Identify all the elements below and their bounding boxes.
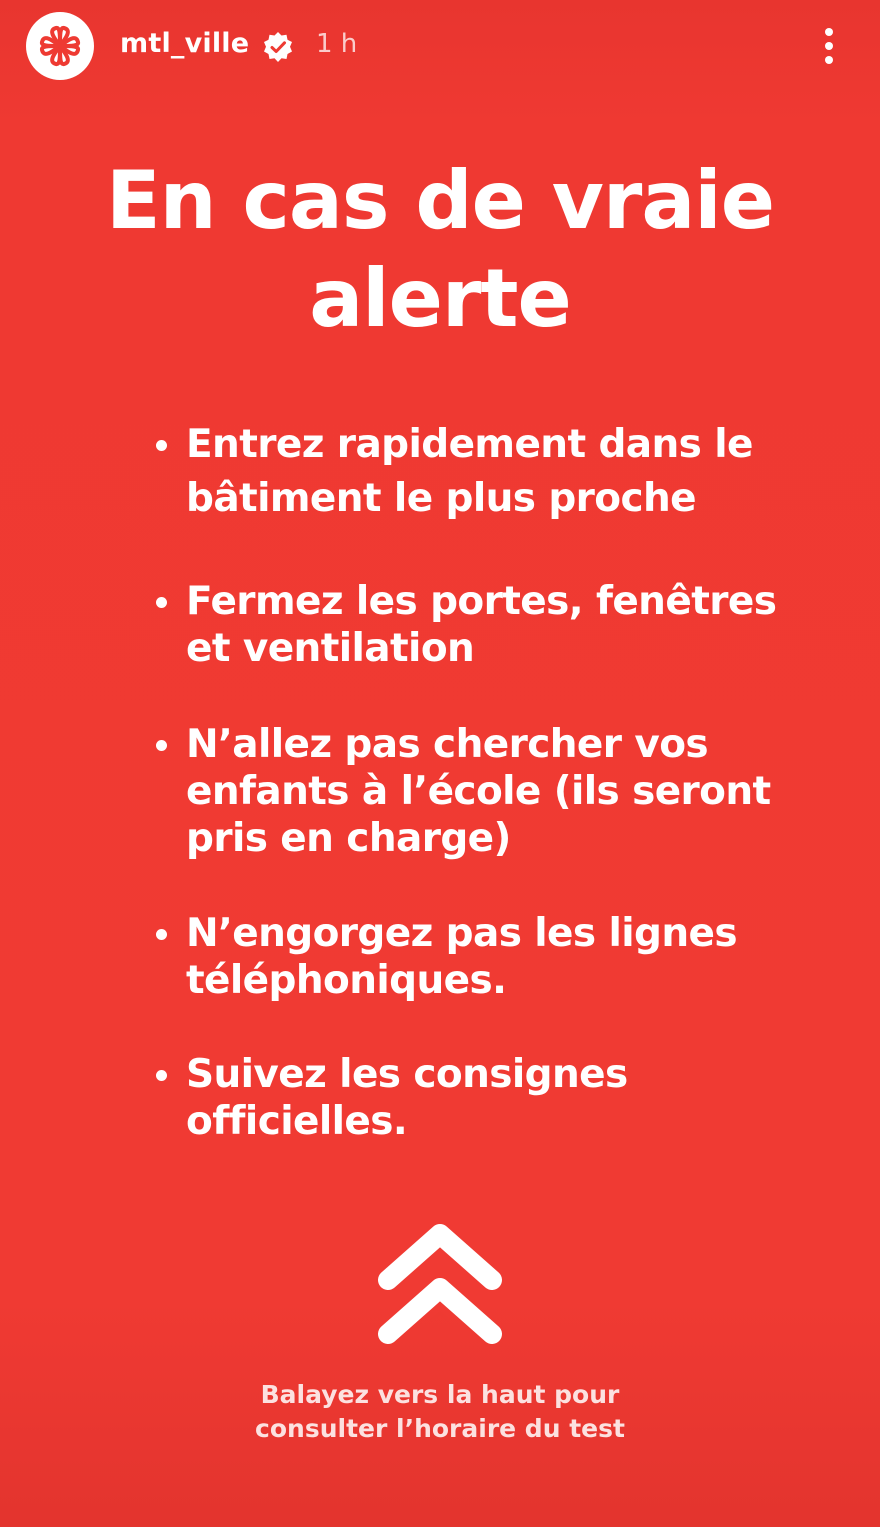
- username[interactable]: mtl_ville: [120, 28, 250, 59]
- list-item-text: Entrez rapidement dans le: [186, 422, 753, 467]
- swipe-up-chevrons-icon[interactable]: [370, 1222, 510, 1352]
- list-item-text: N’engorgez pas les lignes: [186, 911, 737, 956]
- swipe-hint-line: consulter l’horaire du test: [255, 1414, 625, 1443]
- list-item-text: Suivez les consignes: [186, 1052, 628, 1097]
- list-item-text: officielles.: [186, 1099, 408, 1144]
- verified-badge-icon: [262, 31, 294, 63]
- story-header: [0, 0, 880, 95]
- list-item-text: téléphoniques.: [186, 958, 507, 1003]
- swipe-up-hint[interactable]: [190, 1378, 690, 1446]
- montreal-rose-logo-icon: [34, 20, 86, 72]
- avatar[interactable]: [26, 12, 94, 80]
- post-time: 1 h: [316, 29, 358, 59]
- list-item: [150, 910, 790, 1004]
- bullet-icon: [156, 440, 167, 451]
- list-item: [150, 1051, 790, 1145]
- bullet-icon: [156, 740, 167, 751]
- list-item: [150, 418, 790, 526]
- list-item-text: N’allez pas chercher vos: [186, 722, 709, 767]
- page-title: [40, 152, 840, 348]
- list-item-text: pris en charge): [186, 816, 511, 861]
- bullet-icon: [156, 929, 167, 940]
- list-item: [150, 578, 790, 672]
- list-item-text: et ventilation: [186, 626, 475, 671]
- bullet-icon: [156, 1070, 167, 1081]
- title-line: En cas de vraie: [106, 154, 774, 247]
- swipe-hint-line: Balayez vers la haut pour: [260, 1380, 620, 1409]
- more-vertical-icon[interactable]: [812, 24, 846, 68]
- title-line: alerte: [309, 252, 571, 345]
- list-item-text: bâtiment le plus proche: [186, 476, 697, 521]
- list-item-text: Fermez les portes, fenêtres: [186, 579, 777, 624]
- bullet-icon: [156, 597, 167, 608]
- list-item-text: enfants à l’école (ils seront: [186, 769, 771, 814]
- list-item: [150, 721, 790, 862]
